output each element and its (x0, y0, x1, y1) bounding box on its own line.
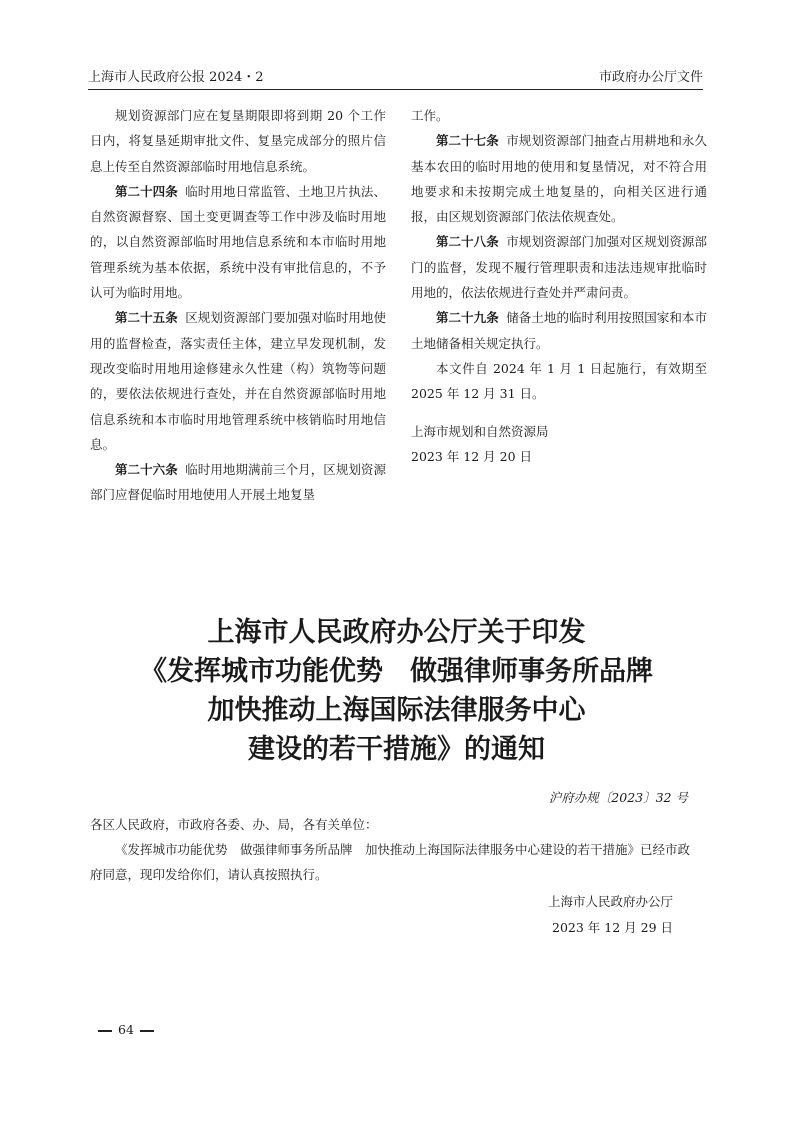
article-text: 临时用地期满前三个月，区规划资源部门应督促临时用地使用人开展土地复垦 (90, 462, 386, 503)
article-text: 临时用地日常监管、土地卫片执法、自然资源督察、国土变更调查等工作中涉及临时用地的，以自然资源部临时用地信息系统和本市临时用地管理系统为基本依据，系统中没有审批信息的，不予认可为临时用地。 (90, 183, 386, 301)
article-label: 第二十七条 (436, 133, 499, 149)
dash-left (98, 1030, 112, 1032)
notice-body-text: 《发挥城市功能优势 做强律师事务所品牌 加快推动上海国际法律服务中心建设的若干措施》已经市政府同意，现印发给你们，请认真按照执行。 (90, 842, 691, 882)
signature-date: 2023 年 12 月 20 日 (411, 448, 532, 464)
right-column (411, 103, 707, 469)
article-label: 第二十四条 (115, 183, 178, 199)
article-text: 区规划资源部门要加强对临时用地使用的监督检查，落实责任主体，建立早发现机制，发现改变临时用地用途修建永久性建（构）筑物等问题的，要依法依规进行查处，并在自然资源部临时用地信息系统和本市临时用地管理系统中核销临时用地信息。 (90, 310, 386, 452)
article-text: 市规划资源部门抽查占用耕地和永久基本农田的临时用地的使用和复垦情况，对不符合用地要求和未按期完成土地复垦的，向相关区进行通报，由区规划资源部门依法依规查处。 (411, 133, 707, 225)
left-column (90, 103, 386, 508)
signature-org: 上海市规划和自然资源局 (411, 423, 549, 439)
article-text: 市规划资源部门加强对区规划资源部门的监督，发现不履行管理职责和违法违规审批临时用地的，依法依规进行查处并严肃问责。 (411, 234, 707, 301)
paragraph: 工作。 (411, 108, 449, 123)
addressee: 各区人民政府，市政府各委、办、局，各有关单位： (90, 817, 378, 832)
article-26 (90, 457, 386, 508)
title-line: 上海市人民政府办公厅关于印发 (207, 617, 586, 648)
article-25 (90, 305, 386, 457)
notice-title (60, 613, 733, 769)
page-number (92, 1022, 160, 1037)
title-line: 《发挥城市功能优势 做强律师事务所品牌 (140, 656, 653, 687)
article-text: 储备土地的临时利用按照国家和本市土地储备相关规定执行。 (411, 310, 707, 351)
article-label: 第二十九条 (436, 310, 499, 326)
page-number-text: 64 (118, 1022, 134, 1037)
paragraph: 规划资源部门应在复垦期限即将到期 20 个工作日内，将复垦延期审批文件、复垦完成部分的照片信息上传至自然资源部临时用地信息系统。 (90, 108, 386, 174)
effective-date-paragraph: 本文件自 2024 年 1 月 1 日起施行，有效期至 2025 年 12 月 31 日。 (411, 360, 707, 402)
article-28 (411, 229, 707, 305)
header-rule (88, 89, 703, 90)
title-line: 加快推动上海国际法律服务中心 (207, 695, 586, 726)
article-24 (90, 179, 386, 305)
header-section: 市政府办公厅文件 (598, 70, 703, 85)
document-number: 沪府办规〔2023〕32 号 (548, 790, 688, 805)
article-27 (411, 128, 707, 229)
notice-body (90, 837, 702, 887)
article-label: 第二十八条 (436, 234, 499, 250)
article-29 (411, 305, 707, 356)
header-publication: 上海市人民政府公报 2024・2 (88, 70, 264, 85)
article-label: 第二十六条 (115, 462, 178, 478)
title-line: 建设的若干措施》的通知 (248, 734, 545, 765)
dash-right (140, 1030, 154, 1032)
notice-date: 2023 年 12 月 29 日 (552, 920, 673, 935)
article-label: 第二十五条 (115, 310, 178, 326)
notice-signature: 上海市人民政府办公厅 (547, 894, 673, 909)
